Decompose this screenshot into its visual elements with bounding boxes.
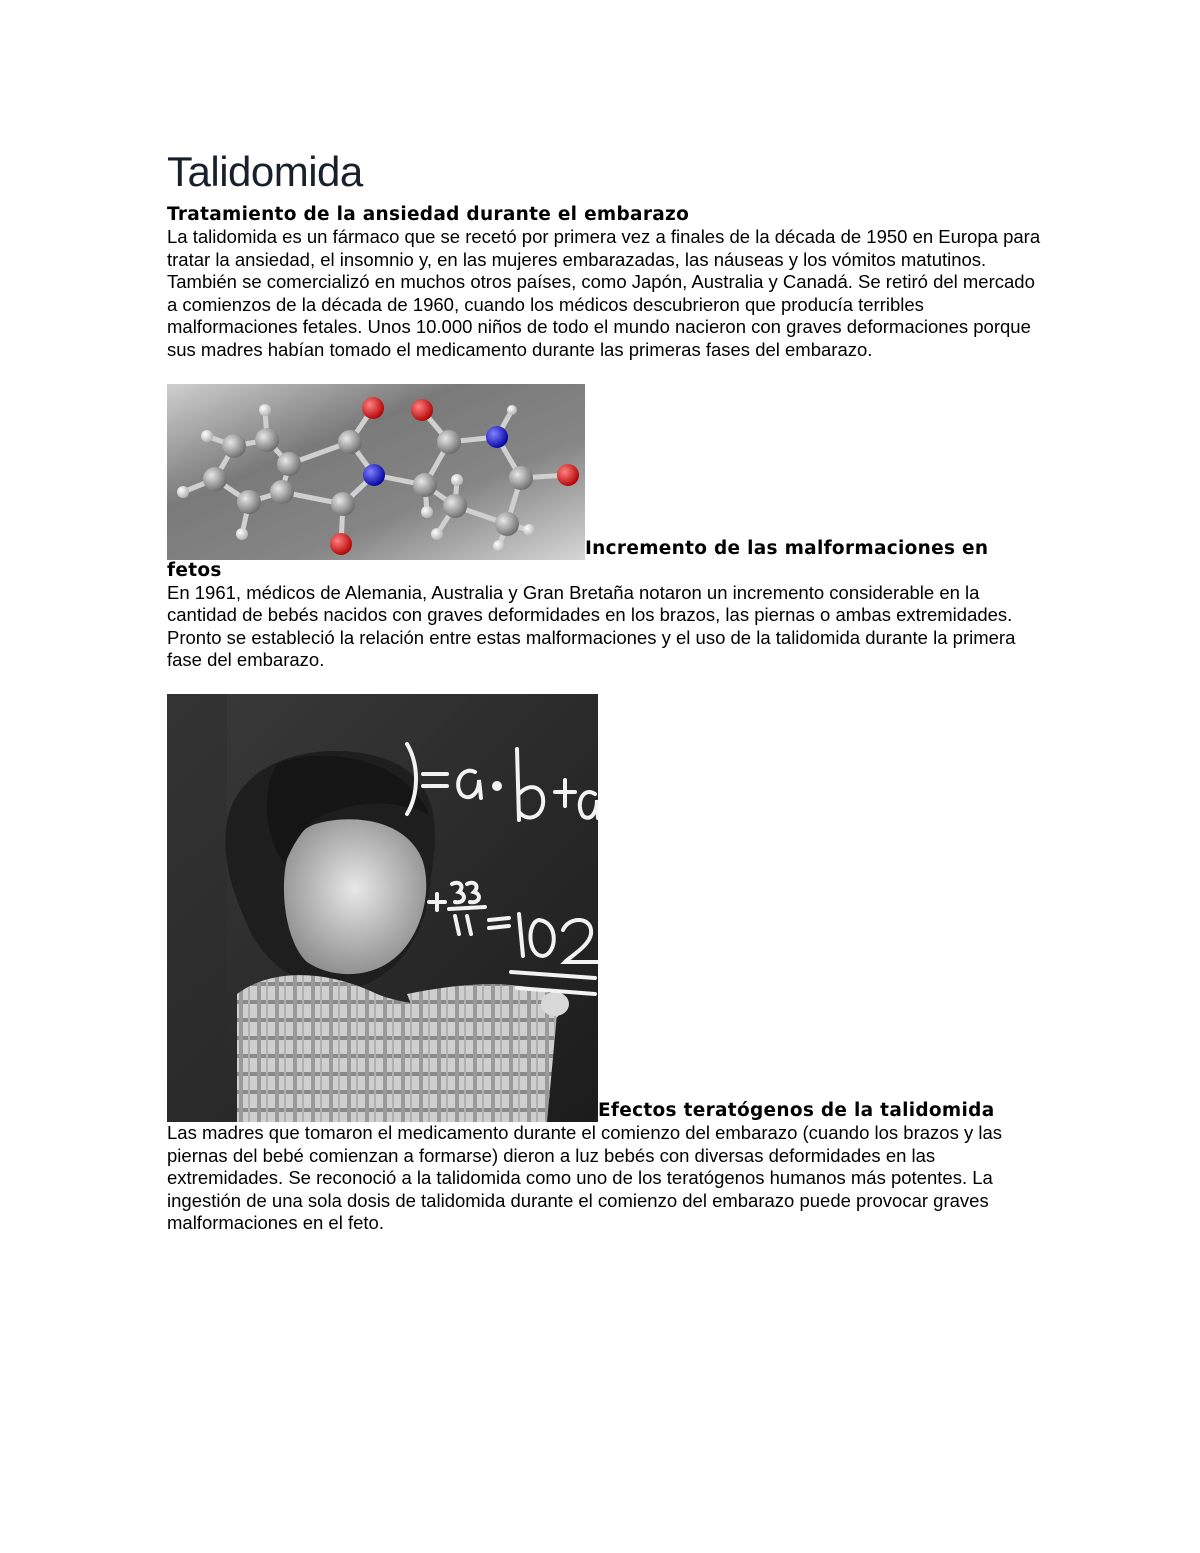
- figure-block-molecule: [167, 384, 1047, 582]
- section-heading-2: Incremento de las malformaciones en fetos: [167, 537, 989, 581]
- section-body-2: En 1961, médicos de Alemania, Australia y Gran Bretaña notaron un incremento considerable en la cantidad de bebés nacidos con graves deformidades en los brazos, las piernas o ambas extremidades. Pronto se estableció la relación entre estas malformaciones y el uso de la talidomida durante la primera fase del embarazo.: [167, 581, 1016, 671]
- section-heading-3: Efectos teratógenos de la talidomida: [598, 1099, 995, 1121]
- section-body-1: La talidomida es un fármaco que se recetó por primera vez a finales de la década de 1950 en Europa para tratar la ansiedad, el insomnio y, en las mujeres embarazadas, las náuseas y los vómitos matutinos. También se comercializó en muchos otros países, como Japón, Australia y Canadá. Se retiró del mercado a comienzos de la década de 1960, cuando los médicos descubrieron que producía terribles malformaciones fetales. Unos 10.000 niños de todo el mundo nacieron con graves deformaciones porque sus madres habían tomado el medicamento durante las primeras fases del embarazo.: [167, 226, 1041, 360]
- chalkboard-photo: [167, 694, 598, 1122]
- section-body-3: Las madres que tomaron el medicamento durante el comienzo del embarazo (cuando los brazos y las piernas del bebé comienzan a formarse) dieron a luz bebés con diversas deformidades en las extremidades. Se reconoció a la talidomida como uno de los teratógenos humanos más potentes. La ingestión de una sola dosis de talidomida durante el comienzo del embarazo puede provocar graves malformaciones en el feto.: [167, 1121, 1003, 1234]
- section-heading-1: Tratamiento de la ansiedad durante el embarazo: [167, 204, 690, 225]
- molecule-image: [167, 384, 585, 560]
- document-content: [167, 148, 1047, 1235]
- figure-block-photo: [167, 694, 1047, 1122]
- document-title: Talidomida: [167, 148, 363, 195]
